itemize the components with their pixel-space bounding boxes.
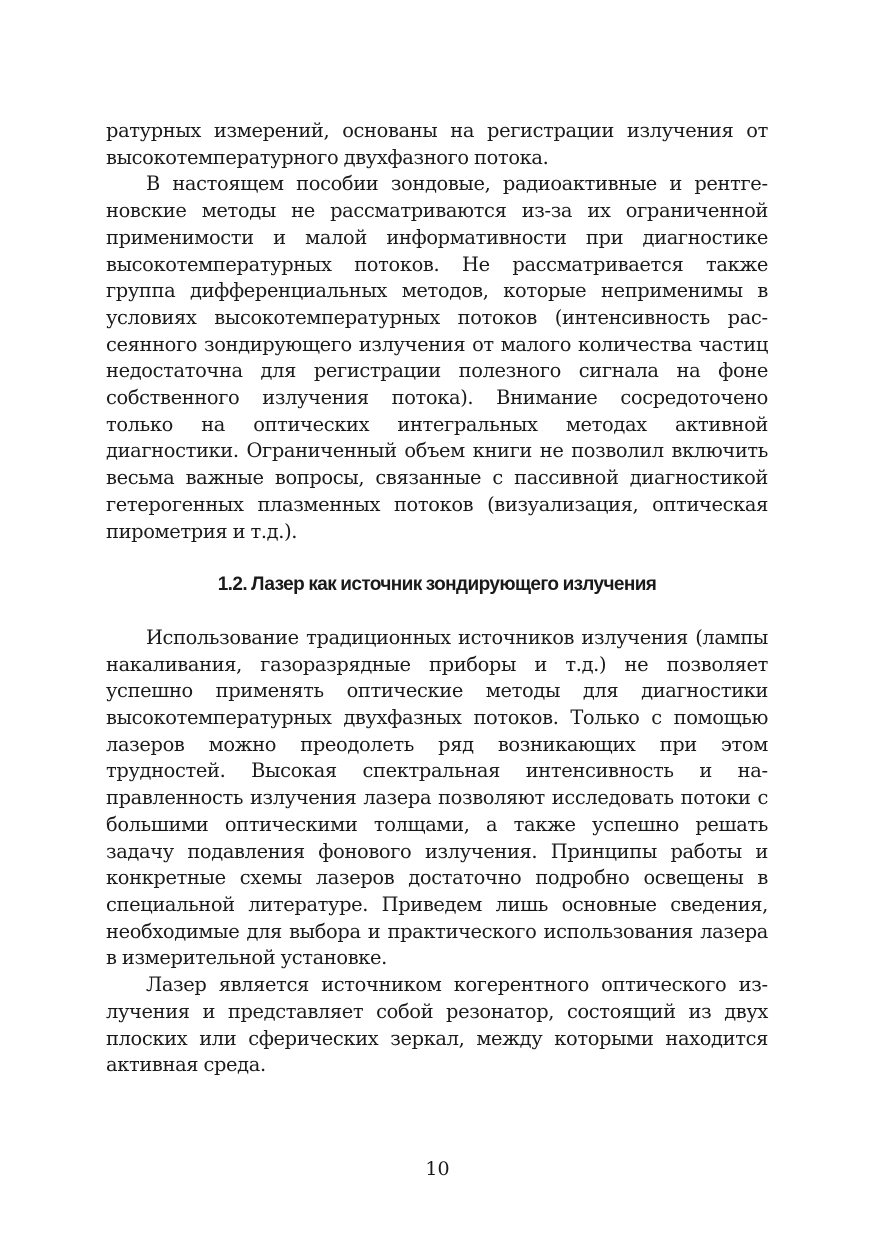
paragraph-methods-scope: В настоящем пособии зондовые, радиоактивные и рентгеновские методы не рассматриваются из-за их ограниченной применимости и малой информативности при диагностике высокотемпературных потоков. Не рассматривается также группа дифференциальных методов, которые неприменимы в условиях высокотемпературных потоков (интенсивность рассеянного зондирующего излучения от малого количества частиц недостаточна для регистрации полезного сигнала на фоне собственного излучения потока). Внимание сосредоточено только на оптических интегральных методах активной диагностики. Ограниченный объем книги не позволил включить весьма важные вопросы, связанные с пассивной диагностикой гетерогенных плазменных потоков (визуализация, оптическая пирометрия и т.д.).	[106, 172, 768, 543]
section-heading: 1.2. Лазер как источник зондирующего излучения	[217, 574, 657, 596]
page-content	[106, 118, 768, 1079]
page-number: 10	[425, 1158, 450, 1180]
paragraph-laser-advantages: Использование традиционных источников излучения (лампы накаливания, газоразрядные приборы и т.д.) не позволяет успешно применять оптические методы для диагностики высокотемпературных двухфазных потоков. Только с помощью лазеров можно преодолеть ряд возникающих при этом трудностей. Высокая спектральная интенсивность и направленность излучения лазера позволяют исследовать потоки с большими оптическими толщами, а также успешно решать задачу подавления фонового излучения. Принципы работы и конкретные схемы лазеров достаточно подробно освещены в специальной литературе. Приведем лишь основные сведения, необходимые для выбора и практического использования лазера в измерительной установке.	[106, 625, 768, 970]
paragraph-laser-definition: Лазер является источником когерентного оптического излучения и представляет собой резонатор, состоящий из двух плоских или сферических зеркал, между которыми находится активная среда.	[106, 973, 768, 1077]
paragraph-continuation: ратурных измерений, основаны на регистрации излучения от высокотемпературного двухфазного потока.	[106, 119, 768, 169]
